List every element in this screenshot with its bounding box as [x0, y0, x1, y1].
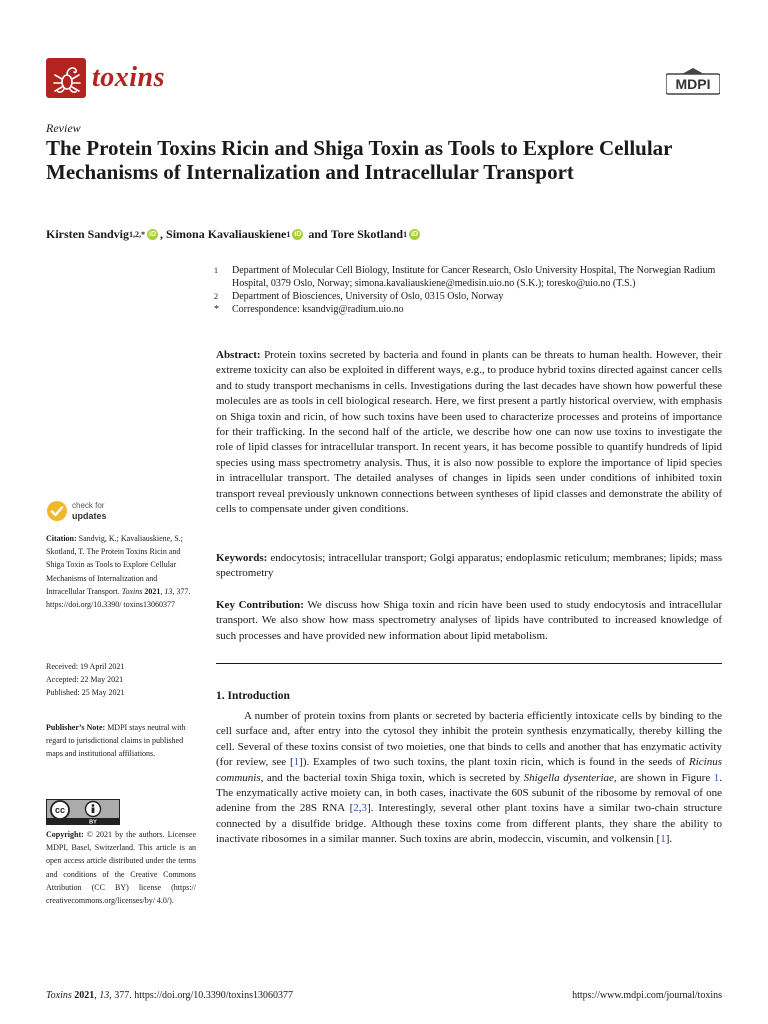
publishers-note-label: Publisher’s Note: — [46, 723, 106, 732]
introduction-text: ]. — [665, 833, 673, 846]
author-separator: and — [305, 227, 331, 241]
introduction-text: . The enzymatically active moiety can, in both cases, inactivate the 60S subunit of the ribosome by removal of one adenine from the 28S RNA [ — [216, 771, 722, 815]
introduction-text: , and the bacterial toxin Shiga toxin, which is secreted by — [260, 771, 524, 784]
key-contribution-label: Key Contribution: — [216, 599, 304, 611]
copyright-text: © 2021 by the authors. Licensee MDPI, Basel, Switzerland. This article is an open access article distributed under the terms and conditions of the Creative Commons Attribution (CC BY) license (https:// creativecommons.org/licenses/by/ 4.0/). — [46, 830, 197, 906]
abstract-text: Protein toxins secreted by bacteria and found in plants can be threats to human health. However, their extreme toxicity can also be exploited in different ways, e.g., to produce hybrid toxins directed against cancer cells and to study transport mechanisms in cells. Investigations during the last decades have shown how powerful these molecules are as tools in cell biological research. Here, we first present a partly historical overview, with emphasis on Shiga toxin and ricin, of how such toxins have been used to characterize processes and proteins of importance for their trafficking. In the second half of the article, we describe how one can now use toxins to investigate the role of lipid classes for intracellular transport. In recent years, it has become possible to quantify hundreds of lipid species using mass spectrometry analysis. Thus, it is also now possible to explore the importance of lipid species in intracellular transport. The detailed analyses of changes in lipids seen under conditions of inhibited toxin transport reveal previously unknown connections between syntheses of lipid classes and demonstrate the ability of cells to compensate under given conditions. — [216, 349, 722, 516]
affiliation-item — [214, 290, 724, 303]
introduction-text: ]. Interestingly, several other plant toxins have a similar two-chain structure connected by a disulfide bridge. Although these toxins come from different plants, they share the ability to inactivate ribosomes in a similar manner. Such toxins are abrin, modeccin, viscumin, and volkensin [ — [216, 802, 722, 846]
footer-citation: Toxins 2021, 13, 377. https://doi.org/10.3390/toxins13060377 — [46, 990, 293, 1001]
footer-doi[interactable]: , 377. https://doi.org/10.3390/toxins13060377 — [109, 990, 293, 1001]
citation-block: Citation: Sandvig, K.; Kavaliauskiene, S.; Skotland, T. The Protein Toxins Ricin and Shiga Toxin as Tools to Explore Cellular Mechanisms of Internalization and Intracellular Transport. Toxins 2021, 13, 377. https://doi.org/10.3390/ toxins13060377 — [46, 534, 191, 610]
author-name[interactable]: Kirsten Sandvig — [46, 227, 130, 241]
author-affiliation-marker: 1,2,* — [129, 230, 146, 239]
species-name: Shigella dysenteriae — [523, 771, 614, 784]
species-name: Ricinus communis — [216, 756, 722, 784]
mdpi-logo[interactable] — [666, 66, 720, 96]
footer-volume: 13 — [99, 990, 110, 1001]
article-type: Review — [46, 121, 81, 135]
citation-year: 2021 — [144, 586, 161, 596]
citation-volume: 13 — [164, 586, 173, 596]
check-updates-top: check for — [72, 501, 105, 510]
author-list — [46, 227, 422, 242]
orcid-icon[interactable]: iD — [411, 231, 419, 238]
publishers-note — [46, 721, 196, 761]
copyright-block — [46, 828, 196, 907]
introduction-text: A number of protein toxins from plants or secreted by bacteria efficiently intoxicate cells by binding to the cell surface and, after entry into the cytosol they inhibit the protein synthesis enzymatically, thereby killing the cell. Several of these toxins consist of two moieties, one that binds to cells and another that has enzymatic activity (for review, see [ — [216, 710, 722, 769]
footer-journal: Toxins — [46, 990, 72, 1001]
abstract-label: Abstract: — [216, 349, 261, 361]
author-name[interactable]: Simona Kavaliauskiene — [166, 227, 287, 241]
keywords-label: Keywords: — [216, 552, 268, 564]
received-date: Received: 19 April 2021 — [46, 662, 125, 671]
accepted-date: Accepted: 22 May 2021 — [46, 675, 124, 685]
citation-text: Sandvig, K.; Kavaliauskiene, S.; Skotland, T. The Protein Toxins Ricin and Shiga Toxin as Tools to Explore Cellular Mechanisms of Internalization and Intracellular Transport. — [46, 534, 183, 596]
footer-journal-url[interactable]: https://www.mdpi.com/journal/toxins — [572, 990, 722, 1001]
affiliation-item — [214, 264, 724, 290]
introduction-text: , — [358, 802, 362, 815]
affiliation-text: Department of Molecular Cell Biology, Institute for Cancer Research, Oslo University Hospital, The Norwegian Radium Hospital, 0379 Oslo, Norway; simona.kavaliauskiene@medisin.uio.no (S.K.); toresko@uio.no (T.S.) — [232, 265, 716, 289]
footer-year: 2021 — [74, 990, 95, 1001]
cc-by-license-badge[interactable] — [46, 799, 120, 825]
affiliation-marker: 1 — [214, 266, 218, 275]
section-heading: 1. Introduction — [216, 690, 290, 702]
journal-name: toxins — [92, 62, 166, 93]
citation-link[interactable]: 2 — [353, 802, 359, 815]
keywords-text: endocytosis; intracellular transport; Golgi apparatus; endoplasmic reticulum; membranes; lipids; mass spectrometry — [216, 552, 723, 580]
scorpion-icon — [46, 58, 86, 98]
orcid-icon[interactable]: iD — [149, 231, 157, 238]
copyright-label: Copyright: — [46, 830, 84, 839]
check-updates-bottom: updates — [72, 511, 107, 521]
journal-logo[interactable] — [46, 56, 165, 100]
section-divider — [216, 663, 722, 664]
author-name[interactable]: Tore Skotland — [330, 227, 404, 241]
citation-link[interactable]: 1 — [293, 756, 300, 769]
publisher-name: MDPI — [675, 76, 711, 92]
publication-dates — [46, 660, 196, 700]
article-title: The Protein Toxins Ricin and Shiga Toxin as Tools to Explore Cellular Mechanisms of Internalization and Intracellular Transport — [46, 136, 673, 184]
orcid-icon[interactable]: iD — [294, 231, 302, 238]
citation-link[interactable]: 1 — [713, 771, 720, 784]
introduction-text: ]). Examples of two such toxins, the plant toxin ricin, which is found in the seeds of — [299, 756, 689, 769]
svg-text:cc: cc — [54, 805, 66, 816]
publishers-note-text: MDPI stays neutral with regard to jurisdictional claims in published maps and institutional affiliations. — [46, 723, 186, 759]
cc-by-label: BY — [89, 819, 97, 825]
author-separator: , — [160, 227, 167, 241]
check-for-updates-badge[interactable] — [46, 500, 107, 522]
affiliation-marker: * — [214, 304, 219, 315]
author-affiliation-marker: 1 — [403, 230, 408, 239]
key-contribution — [216, 598, 722, 644]
citation-label: Citation: — [46, 534, 77, 543]
check-updates-icon — [46, 500, 68, 522]
keywords — [216, 551, 722, 582]
key-contribution-text: We discuss how Shiga toxin and ricin have been used to study endocytosis and intracellular transport. We also show how mass spectrometry analyses of lipids have contributed to increased knowledge of such processes and have provided new information about lipid metabolism. — [216, 599, 723, 642]
citation-doi[interactable]: , 377. https://doi.org/10.3390/ toxins13060377 — [46, 586, 191, 610]
affiliation-item — [214, 303, 724, 316]
correspondence-text: Correspondence: ksandvig@radium.uio.no — [232, 304, 404, 315]
author-affiliation-marker: 1 — [286, 230, 291, 239]
published-date: Published: 25 May 2021 — [46, 688, 125, 698]
citation-link[interactable]: 1 — [660, 833, 666, 846]
affiliations — [214, 264, 724, 316]
affiliation-marker: 2 — [214, 292, 218, 301]
abstract — [216, 348, 722, 517]
citation-link[interactable]: 3 — [361, 802, 367, 815]
introduction-text: , are shown in Figure — [613, 771, 714, 784]
affiliation-text: Department of Biosciences, University of Oslo, 0315 Oslo, Norway — [232, 291, 504, 302]
citation-journal: Toxins — [121, 586, 143, 596]
introduction-paragraph — [216, 709, 722, 848]
